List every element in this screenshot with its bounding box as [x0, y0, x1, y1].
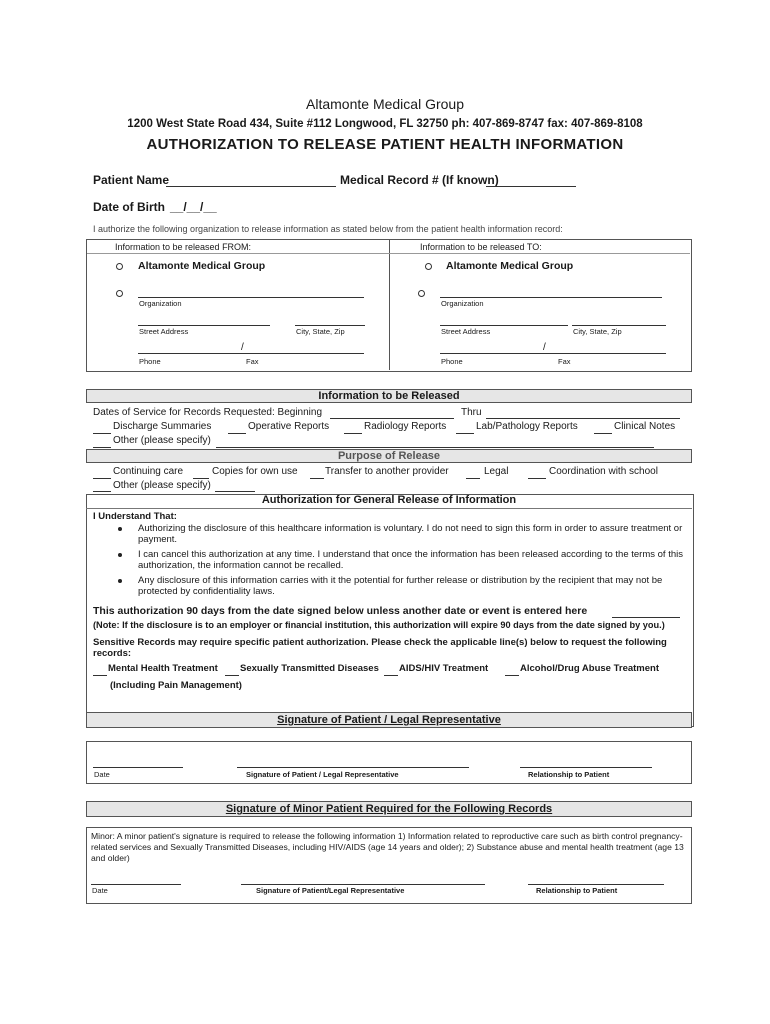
- purpose-other-check[interactable]: [93, 491, 111, 492]
- minor-date-label: Date: [92, 886, 108, 895]
- bullet-dot: [118, 579, 122, 583]
- info-other-check[interactable]: [93, 447, 111, 448]
- from-fax-label: Fax: [246, 357, 259, 366]
- minor-relationship-field[interactable]: [528, 884, 664, 885]
- copies-check[interactable]: [193, 478, 209, 479]
- relationship-field[interactable]: [520, 767, 652, 768]
- purpose-header: Purpose of Release: [86, 449, 692, 463]
- from-option2-radio[interactable]: [116, 290, 123, 297]
- radiology-label: Radiology Reports: [364, 421, 447, 432]
- from-phone-label: Phone: [139, 357, 161, 366]
- to-street-label: Street Address: [441, 327, 491, 336]
- from-city-label: City, State, Zip: [296, 327, 345, 336]
- to-phone-label: Phone: [441, 357, 463, 366]
- mental-health-check[interactable]: [93, 675, 107, 676]
- lab-label: Lab/Pathology Reports: [476, 421, 578, 432]
- continuing-care-label: Continuing care: [113, 466, 184, 477]
- copies-label: Copies for own use: [212, 466, 298, 477]
- dates-of-service-label: Dates of Service for Records Requested: Beginning: [93, 407, 323, 418]
- org-name: Altamonte Medical Group: [306, 96, 464, 112]
- expiration-field[interactable]: [612, 617, 680, 618]
- general-release-header: Authorization for General Release of Information: [86, 494, 692, 509]
- from-city-field[interactable]: [295, 325, 365, 326]
- discharge-check[interactable]: [93, 433, 111, 434]
- from-street-field[interactable]: [138, 325, 270, 326]
- expiration-statement: This authorization 90 days from the date signed below unless another date or event is entered here: [93, 605, 588, 617]
- from-street-label: Street Address: [139, 327, 189, 336]
- legal-check[interactable]: [466, 478, 480, 479]
- bullet-disclosure: Any disclosure of this information carries with it the potential for further release or distribution by the recipient that may not be protected by confidentiality laws.: [138, 575, 663, 597]
- transfer-label: Transfer to another provider: [325, 466, 449, 477]
- from-org-label: Organization: [139, 299, 182, 308]
- minor-relationship-label: Relationship to Patient: [536, 886, 618, 895]
- from-header: Information to be released FROM:: [115, 242, 252, 252]
- thru-label: Thru: [461, 407, 482, 418]
- org-address: 1200 West State Road 434, Suite #112 Longwood, FL 32750 ph: 407-869-8747 fax: 407-869-8108: [127, 118, 643, 130]
- clinical-notes-label: Clinical Notes: [614, 421, 676, 432]
- school-check[interactable]: [528, 478, 546, 479]
- from-phone-fax-slash: /: [241, 342, 244, 353]
- discharge-label: Discharge Summaries: [113, 421, 212, 432]
- from-org-field[interactable]: [138, 297, 364, 298]
- operative-label: Operative Reports: [248, 421, 330, 432]
- to-phone-fax-field[interactable]: [440, 353, 666, 354]
- minor-date-field[interactable]: [91, 884, 181, 885]
- dob-field[interactable]: __/__/__: [170, 200, 217, 214]
- to-header: Information to be released TO:: [420, 242, 542, 252]
- from-option1-radio[interactable]: [116, 263, 123, 270]
- bullet-voluntary: Authorizing the disclosure of this healthcare information is voluntary. I do not need to sign this form in order to assure treatment or payment.: [138, 523, 683, 545]
- minor-signature-label: Signature of Patient/Legal Representative: [256, 886, 405, 895]
- pain-management-note: (Including Pain Management): [110, 680, 242, 691]
- clinical-notes-check[interactable]: [594, 433, 612, 434]
- patient-name-label: Patient Name: [93, 173, 170, 187]
- signature-date-label: Date: [94, 770, 110, 779]
- to-option1-radio[interactable]: [425, 263, 432, 270]
- aids-hiv-check[interactable]: [384, 675, 398, 676]
- patient-name-field[interactable]: [166, 186, 336, 187]
- minor-header: [86, 801, 692, 817]
- signature-date-field[interactable]: [93, 767, 183, 768]
- understand-label: I Understand That:: [93, 511, 177, 522]
- dates-begin-field[interactable]: [330, 418, 454, 419]
- transfer-check[interactable]: [310, 478, 324, 479]
- minor-signature-field[interactable]: [241, 884, 485, 885]
- operative-check[interactable]: [228, 433, 246, 434]
- info-other-label: Other (please specify): [113, 435, 211, 446]
- std-label: Sexually Transmitted Diseases: [240, 663, 379, 674]
- to-org-field[interactable]: [440, 297, 662, 298]
- aids-hiv-label: AIDS/HIV Treatment: [399, 663, 489, 674]
- to-option2-radio[interactable]: [418, 290, 425, 297]
- to-fax-label: Fax: [558, 357, 571, 366]
- school-label: Coordination with school: [549, 466, 658, 477]
- authorize-statement: I authorize the following organization to release information as stated below from the patient health information record:: [93, 224, 563, 234]
- to-org-label: Organization: [441, 299, 484, 308]
- to-city-label: City, State, Zip: [573, 327, 622, 336]
- signature-header-text: Signature of Patient / Legal Representative: [277, 714, 501, 726]
- purpose-other-field[interactable]: [215, 491, 255, 492]
- minor-text: Minor: A minor patient's signature is required to release the following information 1) Information related to reproductive care such as birth control pregnancy-related services and Sexually Transmitted Diseases, including HIV/AIDS (age 14 years and older); 2) Substance abuse and mental health treatment (age 13 and older): [91, 831, 684, 863]
- signature-label: Signature of Patient / Legal Representative: [246, 770, 399, 779]
- dates-thru-field[interactable]: [486, 418, 680, 419]
- to-street-field[interactable]: [440, 325, 568, 326]
- medical-record-label: Medical Record # (If known): [340, 173, 499, 187]
- to-org1: Altamonte Medical Group: [446, 260, 574, 272]
- from-phone-fax-field[interactable]: [138, 353, 364, 354]
- legal-label: Legal: [484, 466, 509, 477]
- signature-field[interactable]: [237, 767, 469, 768]
- to-city-field[interactable]: [572, 325, 666, 326]
- info-other-field[interactable]: [216, 447, 654, 448]
- bullet-cancel: I can cancel this authorization at any time. I understand that once the information has been released according to the terms of this authorization, the information cannot be recalled.: [138, 549, 683, 571]
- form-title: AUTHORIZATION TO RELEASE PATIENT HEALTH INFORMATION: [146, 136, 624, 153]
- column-divider: [389, 239, 390, 370]
- radiology-check[interactable]: [344, 433, 362, 434]
- from-org1: Altamonte Medical Group: [138, 260, 266, 272]
- bullet-dot: [118, 553, 122, 557]
- expiration-note: (Note: If the disclosure is to an employer or financial institution, this authorization will expire 90 days from the date signed by you.): [93, 620, 665, 630]
- purpose-other-label: Other (please specify): [113, 480, 211, 491]
- alcohol-drug-check[interactable]: [505, 675, 519, 676]
- minor-header-text: Signature of Minor Patient Required for the Following Records: [225, 803, 553, 815]
- sensitive-records-text: Sensitive Records may require specific patient authorization. Please check the applicable line(s) below to request the following records:: [93, 637, 667, 659]
- bullet-dot: [118, 527, 122, 531]
- medical-record-field[interactable]: [486, 186, 576, 187]
- to-phone-fax-slash: /: [543, 342, 546, 353]
- mental-health-label: Mental Health Treatment: [108, 663, 218, 674]
- signature-header: [86, 712, 692, 728]
- info-released-header: Information to be Released: [86, 389, 692, 403]
- box-header-divider: [87, 253, 690, 254]
- alcohol-drug-label: Alcohol/Drug Abuse Treatment: [520, 663, 659, 674]
- std-check[interactable]: [225, 675, 239, 676]
- lab-check[interactable]: [456, 433, 474, 434]
- dob-label: Date of Birth: [93, 200, 165, 214]
- relationship-label: Relationship to Patient: [528, 770, 610, 779]
- continuing-care-check[interactable]: [93, 478, 111, 479]
